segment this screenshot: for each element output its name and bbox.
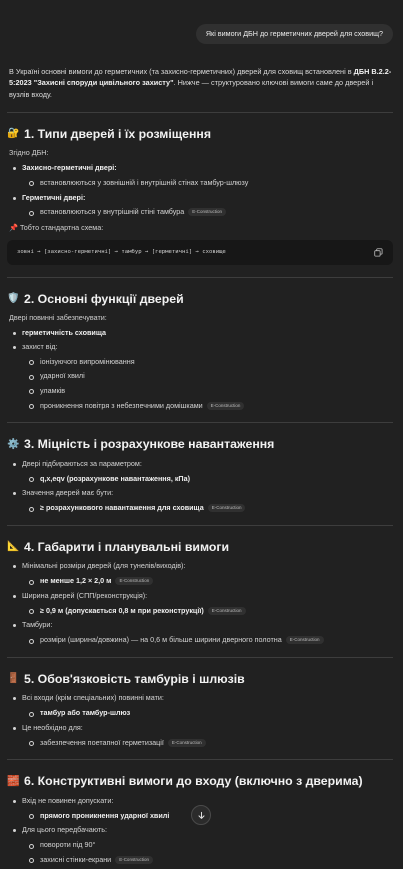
- pushpin-icon: 📌: [9, 223, 18, 233]
- pin-note: [9, 223, 393, 233]
- section-1-heading: [7, 126, 393, 143]
- section-2-title: 2. Основні функції дверей: [24, 291, 184, 306]
- section-2-heading: [7, 291, 393, 308]
- item-text: ≥ 0,9 м (допускається 0,8 м при реконструкції): [40, 605, 204, 615]
- item-text: ударної хвилі: [40, 371, 85, 381]
- door-icon: 🚪: [7, 673, 20, 685]
- divider: [7, 657, 393, 658]
- brick-icon: 🧱: [7, 775, 20, 787]
- item-text: захист від:: [22, 341, 58, 351]
- item-text: Це необхідно для:: [22, 722, 83, 732]
- source-badge[interactable]: E-Construction: [208, 504, 246, 512]
- divider: [7, 277, 393, 278]
- section-3-title: 3. Міцність і розрахункове навантаження: [24, 437, 275, 452]
- section-1-lead: Згідно ДБН:: [9, 148, 49, 158]
- item-text: встановлюються у зовнішній і внутрішній стінах тамбур-шлюзу: [40, 177, 249, 187]
- source-badge[interactable]: E-Construction: [115, 856, 153, 864]
- section-4-heading: [7, 539, 393, 556]
- list-item: [7, 328, 393, 338]
- item-text: уламків: [40, 385, 66, 395]
- list-item: [22, 840, 393, 850]
- list-item: [22, 474, 393, 484]
- list-item: [22, 503, 393, 513]
- list-item: [22, 708, 393, 718]
- list-item: [7, 193, 393, 217]
- list-item: [22, 576, 393, 586]
- list-item: [7, 488, 393, 512]
- intro-text-end: . Нижче — структуровано ключові вимоги саме до дверей і вузлів входу.: [9, 78, 374, 99]
- dbn-reference: ДБН В.2.2-5:2023 "Захисні споруди цивільного захисту": [9, 67, 392, 88]
- list-item: [7, 825, 393, 864]
- list-item: [22, 401, 393, 411]
- list-item: [22, 207, 393, 217]
- source-badge[interactable]: E-Construction: [286, 636, 324, 644]
- assistant-response: [7, 66, 393, 869]
- item-text: Вхід не повинен допускати:: [22, 795, 114, 805]
- item-text: встановлюються у внутрішній стіні тамбура: [40, 207, 185, 217]
- code-block: [7, 240, 393, 265]
- item-text: проникнення повітря з небезпечними домішками: [40, 400, 203, 410]
- copy-icon[interactable]: [374, 248, 383, 257]
- section-4-title: 4. Габарити і планувальні вимоги: [24, 539, 230, 554]
- item-text: іонізуючого випромінювання: [40, 356, 135, 366]
- section-5-title: 5. Обов'язковість тамбурів і шлюзів: [24, 671, 245, 686]
- scroll-down-button[interactable]: [191, 805, 211, 825]
- list-item: [7, 561, 393, 585]
- item-text: ≥ розрахункового навантаження для сховища: [40, 503, 204, 513]
- divider: [7, 759, 393, 760]
- section-2-list: [7, 328, 393, 410]
- source-badge[interactable]: E-Construction: [168, 739, 206, 747]
- list-item: [22, 371, 393, 381]
- lock-key-icon: 🔐: [7, 128, 20, 140]
- source-badge[interactable]: E-Construction: [115, 577, 153, 585]
- section-6-heading: [7, 773, 393, 790]
- item-text: q,x,eqv (розрахункове навантаження, кПа): [40, 473, 190, 483]
- source-badge[interactable]: E-Construction: [188, 208, 226, 216]
- list-item: [22, 606, 393, 616]
- item-text: Ширина дверей (СПП/реконструкція):: [22, 590, 148, 600]
- item-text: Мінімальні розміри дверей (для тунелів/виходів):: [22, 561, 186, 571]
- section-3-list: [7, 459, 393, 513]
- item-text: повороти під 90°: [40, 840, 96, 850]
- list-item: [22, 357, 393, 367]
- shield-icon: 🛡️: [7, 293, 20, 305]
- arrow-down-icon: [197, 811, 206, 820]
- list-item: [7, 620, 393, 644]
- code-text: зовні → [захисно-герметичні] → тамбур → [герметичні] → сховище: [17, 248, 226, 255]
- gear-icon: ⚙️: [7, 438, 20, 450]
- item-text: забезпечення поетапної герметизації: [40, 737, 164, 747]
- item-text: Двері підбираються за параметром:: [22, 459, 142, 469]
- item-text: розміри (ширина/довжина) — на 0,6 м більше ширини дверного полотна: [40, 635, 282, 645]
- list-item: [22, 855, 393, 865]
- item-label: Герметичні двері:: [22, 192, 86, 202]
- user-message: Які вимоги ДБН до герметичних дверей для сховищ?: [196, 24, 393, 44]
- section-6-title: 6. Конструктивні вимоги до входу (включно з дверима): [24, 774, 363, 789]
- item-label: Захисно-герметичні двері:: [22, 163, 117, 173]
- item-text: захисні стінки-екрани: [40, 854, 112, 864]
- triangle-ruler-icon: 📐: [7, 541, 20, 553]
- item-text: Значення дверей має бути:: [22, 488, 114, 498]
- item-text: Всі входи (крім спеціальних) повинні мати:: [22, 693, 164, 703]
- list-item: [7, 163, 393, 187]
- list-item: [7, 723, 393, 747]
- list-item: [7, 591, 393, 615]
- section-1-title: 1. Типи дверей і їх розміщення: [24, 126, 212, 141]
- item-text: Тамбури:: [22, 620, 53, 630]
- intro-text: В Україні основні вимоги до герметичних (та захисно-герметичних) дверей для сховищ встановлені в: [9, 67, 354, 76]
- list-item: [7, 693, 393, 717]
- section-5-heading: [7, 671, 393, 688]
- source-badge[interactable]: E-Construction: [207, 402, 245, 410]
- divider: [7, 112, 393, 113]
- list-item: [7, 342, 393, 411]
- item-text: прямого проникнення ударної хвилі: [40, 810, 170, 820]
- source-badge[interactable]: E-Construction: [208, 607, 246, 615]
- section-3-heading: [7, 436, 393, 453]
- section-2-lead: Двері повинні забезпечувати:: [9, 313, 107, 323]
- intro-paragraph: [9, 66, 393, 100]
- item-text: не менше 1,2 × 2,0 м: [40, 576, 112, 586]
- divider: [7, 525, 393, 526]
- list-item: [7, 459, 393, 483]
- item-text: герметичність сховища: [22, 328, 106, 338]
- section-1-list: [7, 163, 393, 217]
- section-5-list: [7, 693, 393, 747]
- section-4-list: [7, 561, 393, 644]
- list-item: [22, 635, 393, 645]
- pin-note-text: Тобто стандартна схема:: [19, 223, 104, 233]
- item-text: Для цього передбачають:: [22, 825, 107, 835]
- list-item: [22, 738, 393, 748]
- list-item: [22, 386, 393, 396]
- list-item: [22, 178, 393, 188]
- divider: [7, 422, 393, 423]
- item-text: тамбур або тамбур-шлюз: [40, 708, 131, 718]
